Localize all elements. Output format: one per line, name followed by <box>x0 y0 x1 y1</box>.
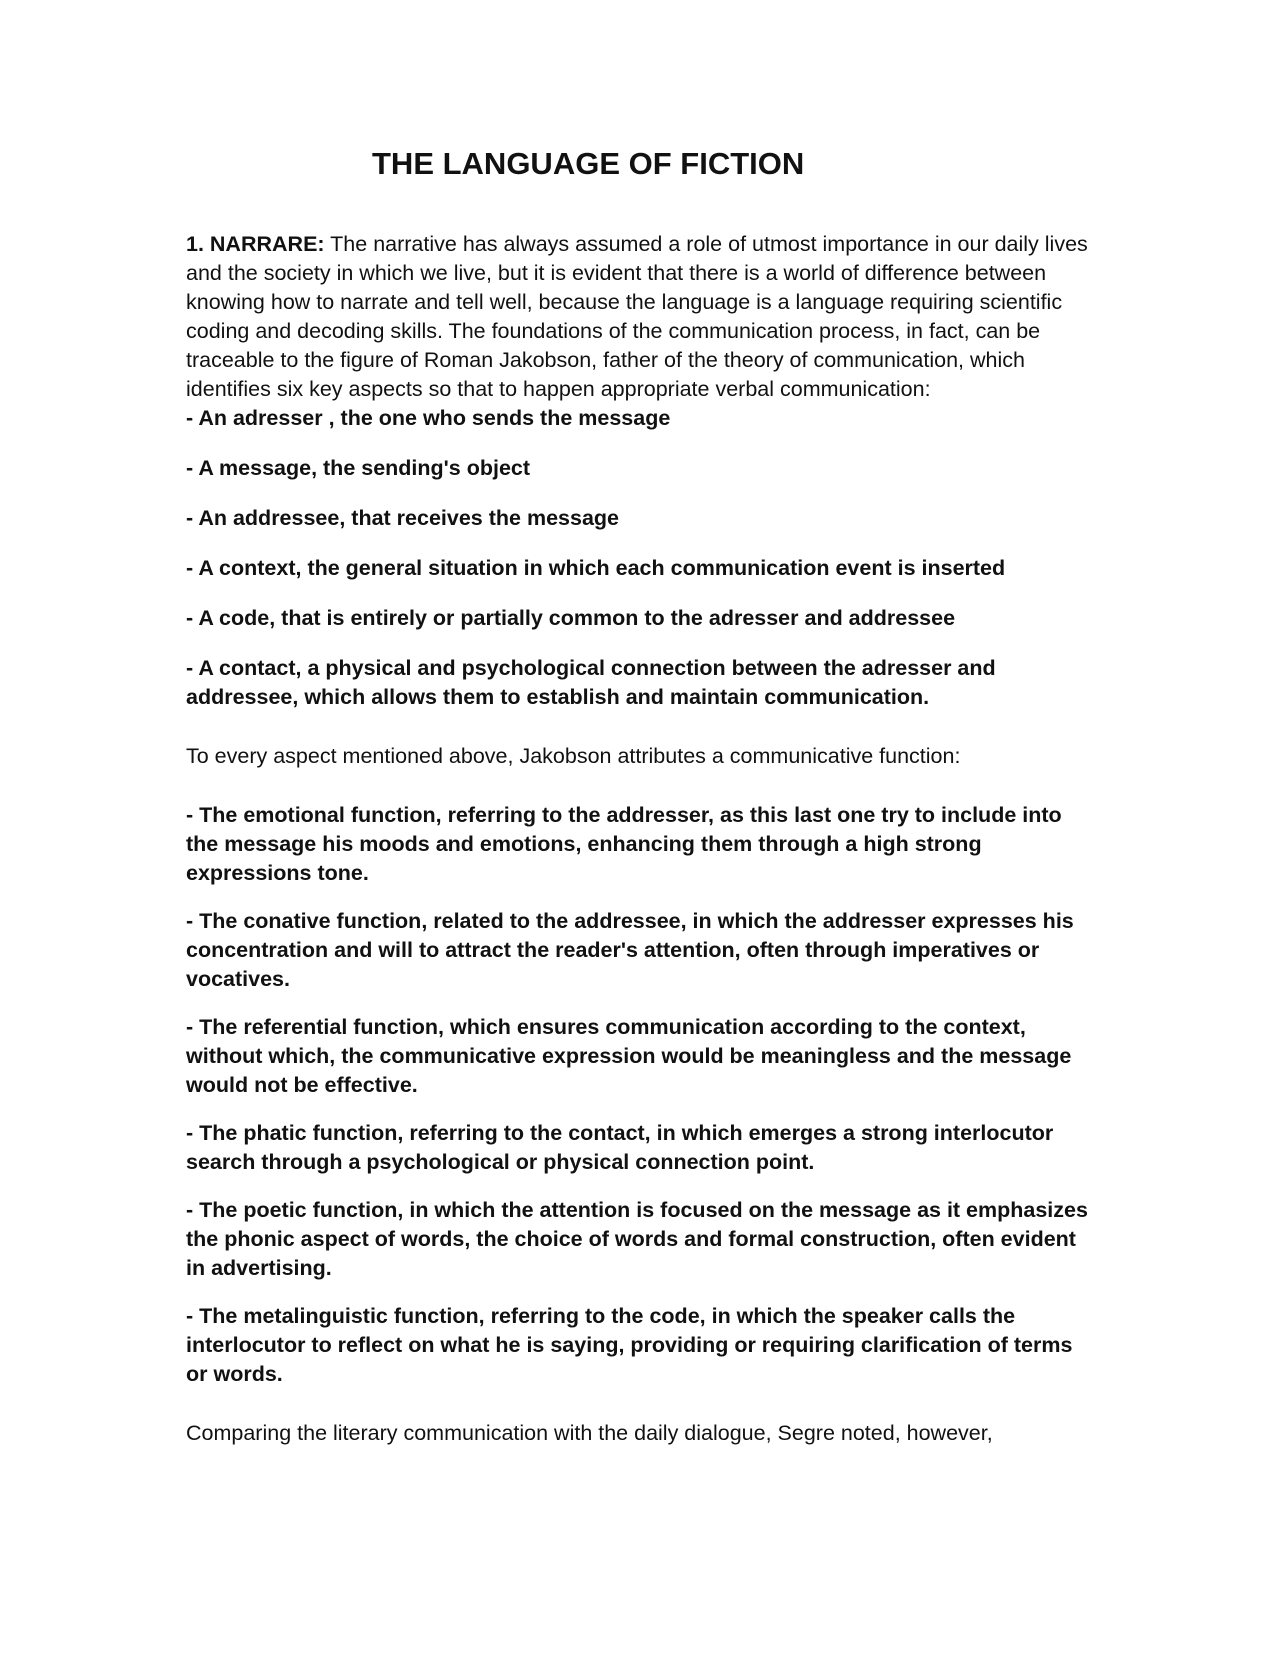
function-item: - The metalinguistic function, referring to the code, in which the speaker calls the interlocutor to reflect on what he is saying, providing or requiring clarification of terms or words. <box>186 1304 1073 1386</box>
aspect-item: - A context, the general situation in which each communication event is inserted <box>186 556 1006 580</box>
closing-paragraph: Comparing the literary communication with the daily dialogue, Segre noted, however, <box>186 1421 993 1445</box>
aspect-item: - An adresser , the one who sends the message <box>186 406 671 430</box>
aspect-item: - An addressee, that receives the message <box>186 506 619 530</box>
aspect-item: - A message, the sending's object <box>186 456 531 480</box>
intro-paragraph <box>186 230 1091 404</box>
function-item: - The poetic function, in which the attention is focused on the message as it emphasizes the phonic aspect of words, the choice of words and formal construction, often evident in advertising. <box>186 1198 1088 1280</box>
document-body <box>186 230 1091 1448</box>
function-item: - The emotional function, referring to the addresser, as this last one try to include into the message his moods and emotions, enhancing them through a high strong expressions tone. <box>186 803 1062 885</box>
function-item: - The referential function, which ensures communication according to the context, without which, the communicative expression would be meaningless and the message would not be effective. <box>186 1015 1072 1097</box>
section-lead: 1. NARRARE: <box>186 232 325 256</box>
aspect-item: - A code, that is entirely or partially common to the adresser and addressee <box>186 606 956 630</box>
functions-intro: To every aspect mentioned above, Jakobson attributes a communicative function: <box>186 744 961 768</box>
function-item: - The phatic function, referring to the contact, in which emerges a strong interlocutor search through a psychological or physical connection point. <box>186 1121 1054 1174</box>
intro-text: The narrative has always assumed a role of utmost importance in our daily lives and the society in which we live, but it is evident that there is a world of difference between knowing how to narrate and tell well, because the language is a language requiring scientific coding and decoding skills. The foundations of the communication process, in fact, can be traceable to the figure of Roman Jakobson, father of the theory of communication, which identifies six key aspects so that to happen appropriate verbal communication: <box>186 232 1088 401</box>
document-title: THE LANGUAGE OF FICTION <box>372 146 805 181</box>
function-item: - The conative function, related to the addressee, in which the addresser expresses his concentration and will to attract the reader's attention, often through imperatives or vocatives. <box>186 909 1074 991</box>
aspect-item: - A contact, a physical and psychological connection between the adresser and addressee, which allows them to establish and maintain communication. <box>186 656 996 709</box>
